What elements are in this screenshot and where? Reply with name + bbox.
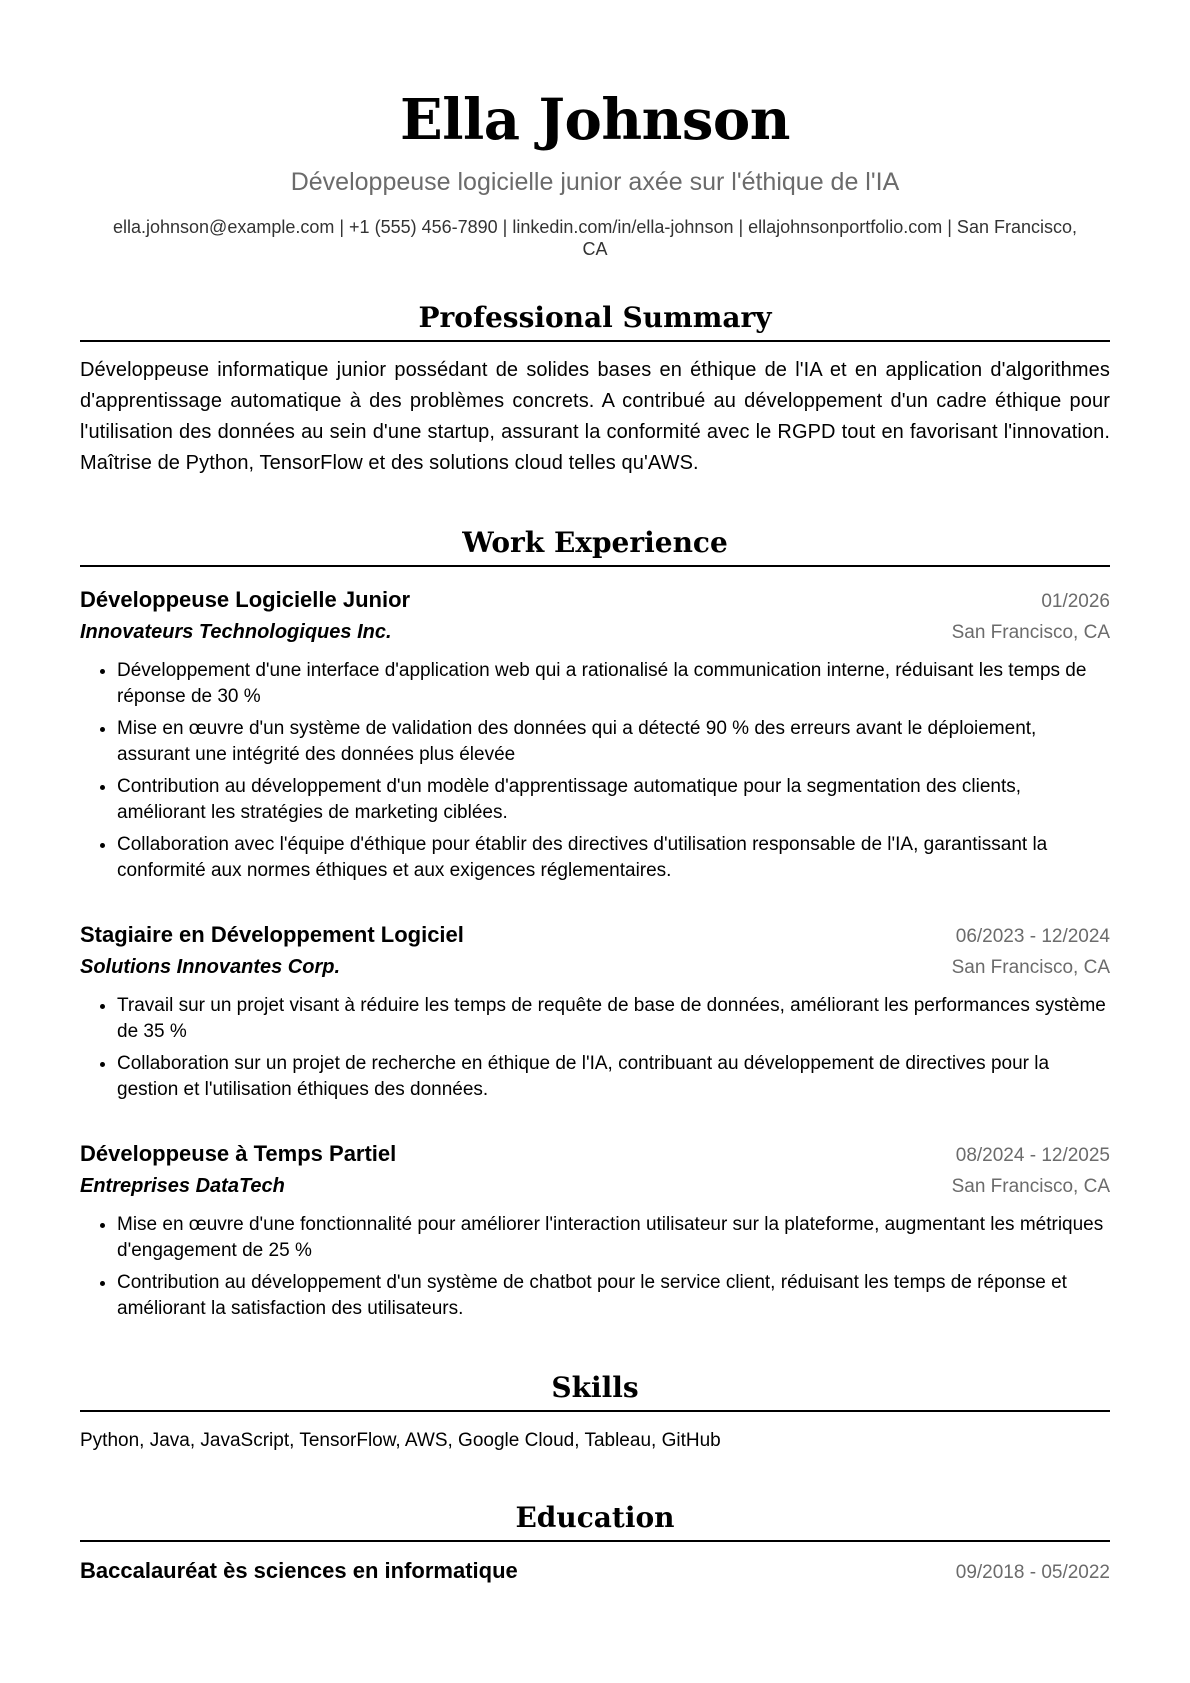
- section-divider: [80, 1540, 1110, 1542]
- job-entry: [80, 1139, 1110, 1322]
- section-title-education: Education: [515, 1501, 675, 1534]
- contact-line: ella.johnson@example.com | +1 (555) 456-7890 | linkedin.com/in/ella-johnson | ellajohnsonportfolio.com | San Francisco, CA: [112, 217, 1077, 259]
- headline: Développeuse logicielle junior axée sur l'éthique de l'IA: [290, 168, 900, 196]
- job-bullet: • Collaboration sur un projet de recherche en éthique de l'IA, contribuant au développement de directives pour la gestion et l'utilisation éthiques des données.: [117, 1051, 1110, 1103]
- job-title: Stagiaire en Développement Logiciel: [80, 922, 464, 947]
- job-bullet: • Mise en œuvre d'une fonctionnalité pour améliorer l'interaction utilisateur sur la plateforme, augmentant les métriques d'engagement de 25 %: [117, 1212, 1110, 1264]
- skills-list: Python, Java, JavaScript, TensorFlow, AWS, Google Cloud, Tableau, GitHub: [80, 1430, 721, 1451]
- job-dates: 08/2024 - 12/2025: [955, 1145, 1110, 1166]
- job-bullet: • Mise en œuvre d'un système de validation des données qui a détecté 90 % des erreurs avant le déploiement, assurant une intégrité des données plus élevée: [117, 716, 1110, 768]
- section-title-skills: Skills: [551, 1371, 639, 1404]
- skills-section: [80, 1370, 1110, 1454]
- company-name: Solutions Innovantes Corp.: [80, 956, 341, 978]
- section-title-summary: Professional Summary: [418, 301, 772, 334]
- degree-title: Baccalauréat ès sciences en informatique: [80, 1558, 518, 1583]
- job-bullet: • Travail sur un projet visant à réduire les temps de requête de base de données, améliorant les performances système de 35 %: [117, 993, 1110, 1045]
- job-location: San Francisco, CA: [951, 622, 1110, 643]
- education-dates: 09/2018 - 05/2022: [955, 1562, 1110, 1583]
- job-dates: 01/2026: [1041, 591, 1110, 612]
- education-section: [80, 1500, 1110, 1588]
- professional-summary-section: [80, 300, 1110, 479]
- section-title-work: Work Experience: [462, 526, 728, 559]
- job-bullet: • Développement d'une interface d'application web qui a rationalisé la communication interne, réduisant les temps de réponse de 30 %: [117, 658, 1110, 710]
- job-bullet: • Contribution au développement d'un modèle d'apprentissage automatique pour la segmentation des clients, améliorant les stratégies de marketing ciblées.: [117, 774, 1110, 826]
- job-location: San Francisco, CA: [951, 957, 1110, 978]
- job-bullets: [80, 1212, 1110, 1322]
- resume-header: [80, 0, 1110, 260]
- job-bullets: [80, 658, 1110, 884]
- section-divider: [80, 565, 1110, 567]
- job-bullet: • Contribution au développement d'un système de chatbot pour le service client, réduisant les temps de réponse et améliorant la satisfaction des utilisateurs.: [117, 1270, 1110, 1322]
- education-entry: [80, 1556, 1110, 1588]
- section-divider: [80, 1410, 1110, 1412]
- work-experience-section: [80, 525, 1110, 1322]
- section-divider: [80, 340, 1110, 342]
- summary-text: Développeuse informatique junior possédant de solides bases en éthique de l'IA et en application d'algorithmes d'apprentissage automatique à des problèmes concrets. A contribué au développement d'un cadre éthique pour l'utilisation des données au sein d'une startup, assurant la conformité avec le RGPD tout en favorisant l'innovation. Maîtrise de Python, TensorFlow et des solutions cloud telles qu'AWS.: [80, 359, 1110, 474]
- job-location: San Francisco, CA: [951, 1176, 1110, 1197]
- job-title: Développeuse Logicielle Junior: [80, 587, 411, 612]
- job-bullets: [80, 993, 1110, 1103]
- job-entry: [80, 920, 1110, 1103]
- job-title: Développeuse à Temps Partiel: [80, 1141, 397, 1166]
- job-entry: [80, 585, 1110, 884]
- company-name: Entreprises DataTech: [80, 1175, 285, 1197]
- job-dates: 06/2023 - 12/2024: [955, 926, 1110, 947]
- company-name: Innovateurs Technologiques Inc.: [80, 621, 392, 643]
- job-bullet: • Collaboration avec l'équipe d'éthique pour établir des directives d'utilisation responsable de l'IA, garantissant la conformité aux normes éthiques et aux exigences réglementaires.: [117, 832, 1110, 884]
- candidate-name: Ella Johnson: [400, 87, 790, 153]
